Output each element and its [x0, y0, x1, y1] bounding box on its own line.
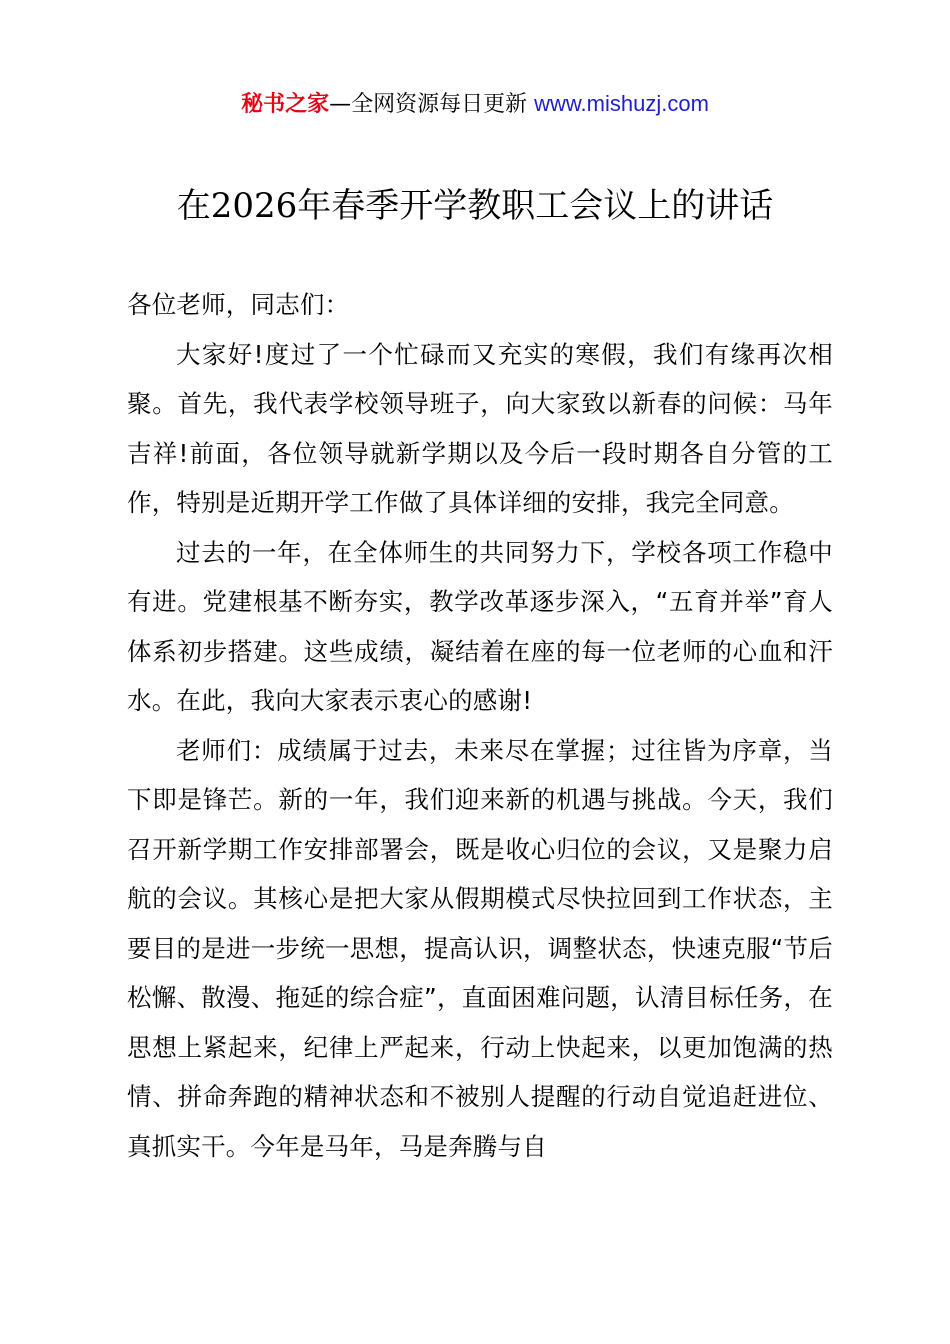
- document-body: [127, 280, 833, 1171]
- salutation: 各位老师，同志们：: [127, 290, 350, 319]
- site-tagline: —全网资源每日更新: [329, 92, 535, 117]
- paragraph-1: 大家好!度过了一个忙碌而又充实的寒假，我们有缘再次相聚。首先，我代表学校领导班子，向大家致以新春的问候：马年吉祥!前面，各位领导就新学期以及今后一段时期各自分管的工作，特别是近期开学工作做了具体详细的安排，我完全同意。: [127, 339, 833, 517]
- paragraph-2: 过去的一年，在全体师生的共同努力下，学校各项工作稳中有进。党建根基不断夯实，教学改革逐步深入，“五育并举”育人体系初步搭建。这些成绩，凝结着在座的每一位老师的心血和汗水。在此，我向大家表示衷心的感谢!: [127, 537, 833, 715]
- site-brand: 秘书之家: [241, 92, 330, 117]
- site-url-link[interactable]: www.mishuzj.com: [534, 91, 709, 116]
- paragraph-3: 老师们：成绩属于过去，未来尽在掌握；过往皆为序章，当下即是锋芒。新的一年，我们迎来新的机遇与挑战。今天，我们召开新学期工作安排部署会，既是收心归位的会议，又是聚力启航的会议。其核心是把大家从假期模式尽快拉回到工作状态，主要目的是进一步统一思想，提高认识，调整状态，快速克服“节后松懈、散漫、拖延的综合症”，直面困难问题，认清目标任务，在思想上紧起来，纪律上严起来，行动上快起来，以更加饱满的热情、拼命奔跑的精神状态和不被别人提醒的行动自觉追赶进位、真抓实干。今年是马年，马是奔腾与自: [127, 735, 833, 1161]
- document-title: 在2026年春季开学教职工会议上的讲话: [176, 186, 774, 226]
- site-header: [0, 88, 950, 121]
